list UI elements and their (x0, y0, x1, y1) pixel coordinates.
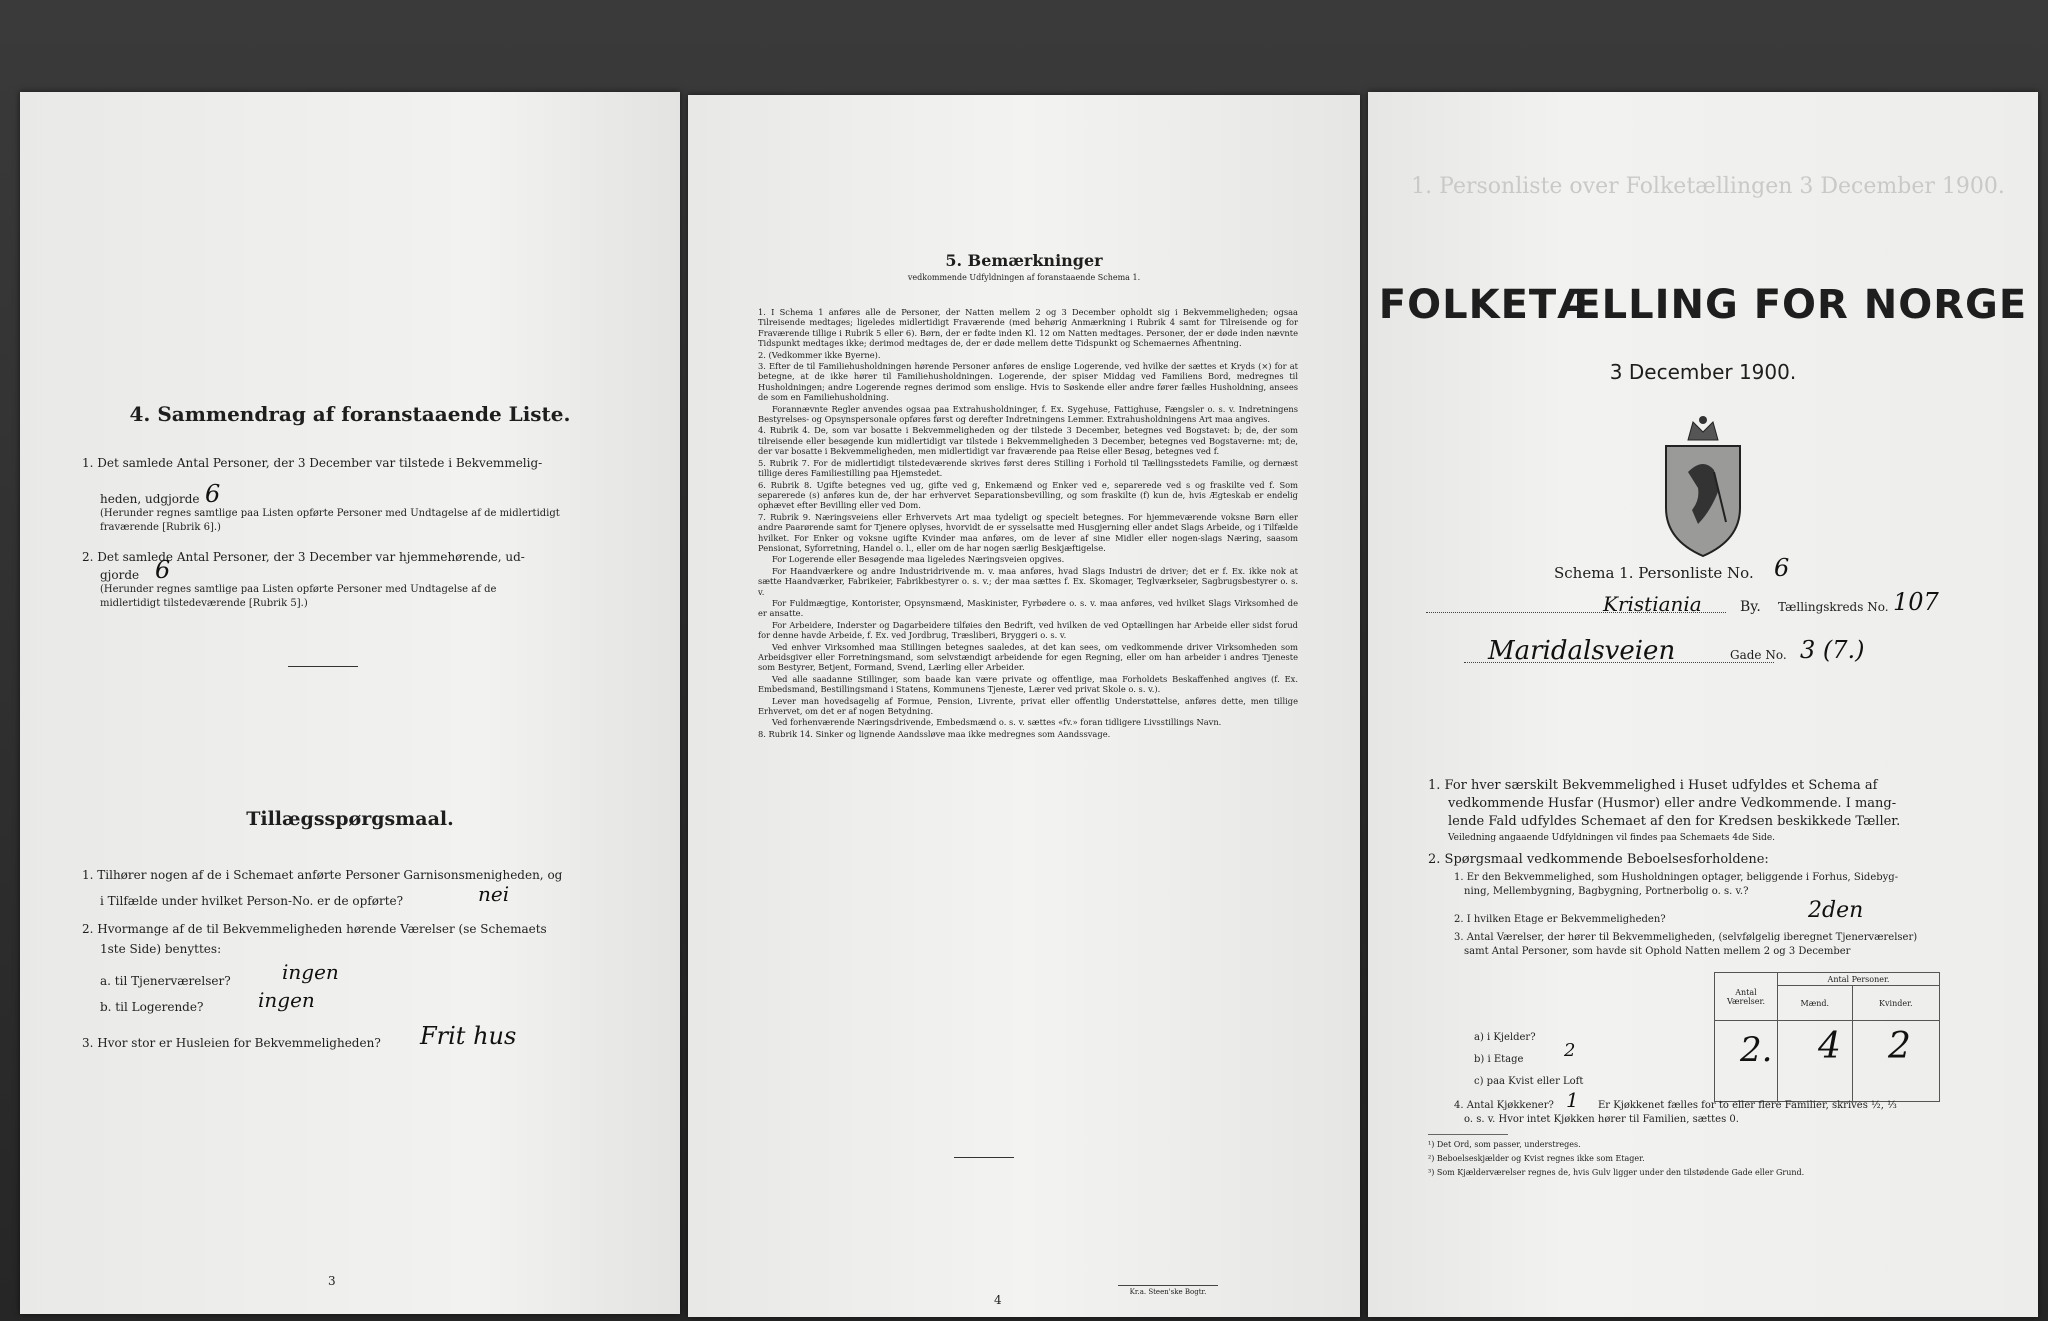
row-b-label: b) i Etage (1474, 1054, 1524, 1065)
census-title: FOLKETÆLLING FOR NORGE (1378, 282, 2028, 328)
t1-line-a: 1. Tilhører nogen af de i Schemaet anførte Personer Garnisonsmenigheden, og (82, 868, 563, 882)
remark-paragraph: Lever man hovedsagelig af Formue, Pension, Livrente, privat eller offentlig Understøttelse, anføres dette, men tillige Erhvervet, om det er af nogen Betydning. (758, 695, 1298, 717)
instruction-1a: 1. For hver særskilt Bekvemmelighed i Huset udfyldes et Schema af (1428, 778, 1878, 793)
t3-answer: Frit hus (420, 1022, 517, 1050)
value-men: 4 (1818, 1026, 1841, 1067)
printer-imprint: Kr.a. Steen'ske Bogtr. (1118, 1285, 1218, 1296)
remark-paragraph: Ved alle saadanne Stillinger, som baade kan være private og offentlige, maa Forholdets Beskaffenhed angives (f. Ex. Embedsmand, Bestillingsmand i Statens, Kommunens Tjeneste, Lærer ved privat Skole o. s. v.). (758, 673, 1298, 695)
remark-paragraph: For Arbeidere, Inderster og Dagarbeidere tilføies den Bedrift, ved hvilken de ved Optællingen har Arbeide eller sidst forud for denne havde Arbeide, f. Ex. ved Jordbrug, Træsliberi, Bryggeri o. s. v. (758, 619, 1298, 641)
row-c-label: c) paa Kvist eller Loft (1474, 1076, 1584, 1087)
remark-paragraph: 8. Rubrik 14. Sinker og lignende Aandssløve maa ikke medregnes som Aandssvage. (758, 728, 1111, 739)
housing-q2: 2. I hvilken Etage er Bekvemmeligheden? (1454, 914, 1666, 925)
q1-note-b: fraværende [Rubrik 6].) (100, 522, 221, 533)
t2-line-b: 1ste Side) benyttes: (100, 942, 222, 956)
schema-label: Schema 1. Personliste No. (1554, 564, 1754, 582)
housing-q3-a: 3. Antal Værelser, der hører til Bekvemmeligheden, (selvfølgelig iberegnet Tjenerværelser) (1454, 932, 1918, 943)
remark-paragraph: Ved enhver Virksomhed maa Stillingen betegnes saaledes, at det kan sees, om vedkommende driver Virksomheden som Arbeidsgiver eller Forretningsmand, som selvstændigt arbeidende for egen Regning, eller om han arbeider i andres Tjeneste som Bestyrer, Betjent, Formand, Svend, Lærling eller Arbeider. (758, 641, 1298, 673)
q1-answer: 6 (205, 480, 221, 508)
header-men: Mænd. (1778, 986, 1853, 1021)
footnote-2: ²) Beboelseskjælder og Kvist regnes ikke som Etager. (1428, 1154, 1645, 1163)
housing-q4-c: o. s. v. Hvor intet Kjøkken hører til Familien, sættes 0. (1464, 1114, 1739, 1125)
footnote-3: ³) Som Kjælderværelser regnes de, hvis Gulv ligger under den tilstødende Gade eller Grund. (1428, 1168, 1805, 1177)
value-women: 2 (1888, 1026, 1911, 1067)
gade-number: 3 (7.) (1800, 636, 1865, 664)
remark-paragraph: 7. Rubrik 9. Næringsveiens eller Erhvervets Art maa tydeligt og specielt betegnes. For hjemmeværende voksne Børn eller andre Paarørende samt for Tjenere oplyses, hvorvidt de er sysselsatte med Husgjerning eller andet Slags Arbeide, og i Tilfælde hvilket. For Enker og voksne ugifte Kvinder maa anføres, om de lever af sine Midler eller nogen-slags Næring, saasom Pensionat, Syforretning, Handel o. l., eller om de har nogen særlig Beskjæftigelse. (758, 511, 1298, 553)
right-page (1368, 92, 2038, 1317)
page-number-left: 3 (328, 1274, 336, 1288)
remark-paragraph: For Haandværkere og andre Industridrivende m. v. maa anføres, hvad Slags Industri de driver; det er f. Ex. ikke nok at sætte Haandværker, Fabrikeier, Fabrikbestyrer o. s. v.; der maa sættes f. Ex. Skomager, Teglværkseier, Sagbrugsbestyrer o. s. v. (758, 565, 1298, 597)
t2b-answer: ingen (258, 988, 315, 1012)
remark-paragraph: Forannævnte Regler anvendes ogsaa paa Extrahusholdninger, f. Ex. Sygehuse, Fattighuse, Fængsler o. s. v. Indretningens Bestyrelses- og Opsynspersonale opføres først og derefter Indretningens Lemmer. Extrahusholdningens Art maa angives. (758, 403, 1298, 425)
footnote-divider (1428, 1134, 1508, 1135)
q2-note-b: midlertidigt tilstedeværende [Rubrik 5].) (100, 598, 308, 609)
remark-paragraph: 3. Efter de til Familiehusholdningen hørende Personer anføres de enslige Logerende, ved hvilke der sættes et Kryds (×) for at betegne, at de ikke hører til Familiehusholdningen. Logerende, der spiser Middag ved Familiens Bord, medregnes til Husholdningen; andre Logerende regnes derimod som enslige. Hvis to Søskende eller andre fører fælles Husholdning, ansees de som en Familiehusholdning. (758, 361, 1298, 403)
housing-q2-answer: 2den (1808, 898, 1864, 923)
remark-paragraph: 1. I Schema 1 anføres alle de Personer, der Natten mellem 2 og 3 December opholdt sig i Bekvemmeligheden; ogsaa Tilreisende medtages; ligeledes midlertidigt Fraværende (med behørig Anmærkning i Rubrik 4 samt for Tilreisende og for Fraværende tillige i Rubrik 5 eller 6). Børn, der er fødte inden Kl. 12 om Natten medtages. Personer, der er døde inden nævnte Tidspunkt medtages ikke; derimod medtages de, der er døde mellem dette Tidspunkt og Schemaernes Afhentning. (758, 307, 1298, 349)
housing-q4-label: 4. Antal Kjøkkener? (1454, 1100, 1554, 1111)
header-persons: Antal Personer. (1778, 973, 1940, 986)
t2-line-a: 2. Hvormange af de til Bekvemmeligheden hørende Værelser (se Schemaets (82, 922, 547, 936)
instruction-1b: vedkommende Husfar (Husmor) eller andre Vedkommende. I mang- (1448, 796, 1897, 811)
row-b-answer: 2 (1564, 1040, 1576, 1061)
by-label: By. (1740, 599, 1761, 615)
value-rooms: 2. (1740, 1030, 1773, 1070)
page-number-middle: 4 (994, 1293, 1002, 1307)
remarks-heading: 5. Bemærkninger (945, 251, 1103, 270)
q2-answer: 6 (155, 556, 171, 584)
q1-note-a: (Herunder regnes samtlige paa Listen opførte Personer med Undtagelse af de midlertidigt (100, 508, 560, 519)
header-women: Kvinder. (1852, 986, 1939, 1021)
header-rooms: Antal Værelser. (1715, 973, 1778, 1021)
census-date: 3 December 1900. (1609, 360, 1797, 384)
remark-paragraph: 5. Rubrik 7. For de midlertidigt tilstedeværende skrives først deres Stilling i Forhold til Tællingsstedets Familie, og dernæst tillige deres Familiestilling paa Hjemstedet. (758, 457, 1298, 479)
t1-answer: nei (478, 882, 510, 906)
q2-line-b: gjorde (100, 568, 140, 582)
supplementary-heading: Tillægsspørgsmaal. (246, 808, 454, 830)
q2-line-a: 2. Det samlede Antal Personer, der 3 December var hjemmehørende, ud- (82, 550, 525, 564)
housing-q3-b: samt Antal Personer, som havde sit Ophold Natten mellem 2 og 3 December (1464, 946, 1851, 957)
gade-label: Gade No. (1730, 648, 1787, 662)
middle-page (688, 95, 1360, 1317)
q2-note-a: (Herunder regnes samtlige paa Listen opførte Personer med Undtagelse af de (100, 584, 497, 595)
q1-line-b: heden, udgjorde (100, 492, 200, 506)
remark-paragraph: 6. Rubrik 8. Ugifte betegnes ved ug, gifte ved g, Enkemænd og Enker ved e, separerede ved s og fraskilte ved f. Som separerede (s) anføres kun de, der har erhvervet Separationsbevilling, og som fraskilte (f) kun de, hvis Ægteskab er endelig ophævet efter Bevilling eller ved Dom. (758, 479, 1298, 511)
schema-number: 6 (1774, 554, 1790, 582)
instruction-2: 2. Spørgsmaal vedkommende Beboelsesforholdene: (1428, 852, 1769, 867)
remark-paragraph: 4. Rubrik 4. De, som var bosatte i Bekvemmeligheden og der tilstede 3 December, betegnes ved Bogstavet: b; de, der som tilreisende eller besøgende kun midlertidigt var tilstede i Bekvemmeligheden 3 December, betegnes ved Bogstaverne: mt; de, der var bosatte i Bekvemmeligheden, men midlertidigt var fraværende paa Reise eller Besøg, betegnes ved f. (758, 425, 1298, 457)
footnote-1: ¹) Det Ord, som passer, understreges. (1428, 1140, 1581, 1149)
t2a-label: a. til Tjenerværelser? (100, 974, 231, 988)
left-page (20, 92, 680, 1314)
instruction-1c: lende Fald udfyldes Schemaet af den for Kredsen beskikkede Tæller. (1448, 814, 1901, 829)
norwegian-coat-of-arms-icon (1648, 412, 1758, 562)
street-name: Maridalsveien (1488, 636, 1676, 666)
t2a-answer: ingen (282, 960, 339, 984)
remark-paragraph: For Fuldmægtige, Kontorister, Opsynsmænd, Maskinister, Fyrbødere o. s. v. maa anføres, ved hvilket Slags Virksomhed de er ansatte. (758, 597, 1298, 619)
remark-paragraph: For Logerende eller Besøgende maa ligeledes Næringsveien opgives. (772, 554, 1065, 565)
city-name: Kristiania (1603, 592, 1702, 616)
q1-line-a: 1. Det samlede Antal Personer, der 3 December var tilstede i Bekvemmelig- (82, 456, 543, 470)
t3-label: 3. Hvor stor er Husleien for Bekvemmeligheden? (82, 1036, 381, 1050)
remark-paragraph: Ved forhenværende Næringsdrivende, Embedsmænd o. s. v. sættes «fv.» foran tidligere Livsstillings Navn. (772, 717, 1222, 728)
housing-q4-answer: 1 (1566, 1088, 1579, 1112)
krets-number: 107 (1893, 588, 1939, 616)
remarks-subheading: vedkommende Udfyldningen af foranstaaende Schema 1. (907, 273, 1141, 282)
t1-line-b: i Tilfælde under hvilket Person-No. er de opførte? (100, 894, 404, 908)
divider (288, 666, 358, 667)
remark-paragraph: 2. (Vedkommer ikke Byerne). (758, 349, 881, 360)
summary-heading: 4. Sammendrag af foranstaaende Liste. (129, 402, 571, 426)
instruction-1-note: Veiledning angaaende Udfyldningen vil findes paa Schemaets 4de Side. (1448, 833, 1776, 843)
remarks-body (758, 307, 1298, 740)
housing-q4-b: Er Kjøkkenet fælles for to eller flere Familier, skrives ½, ⅓ (1598, 1100, 1897, 1111)
housing-q1-a: 1. Er den Bekvemmelighed, som Husholdningen optager, beliggende i Forhus, Sidebyg- (1454, 872, 1899, 883)
t2b-label: b. til Logerende? (100, 1000, 204, 1014)
row-a-label: a) i Kjelder? (1474, 1032, 1536, 1043)
divider (954, 1157, 1014, 1158)
bleed-through-header: 1. Personliste over Folketællingen 3 December 1900. (1411, 174, 2005, 199)
housing-q1-b: ning, Mellembygning, Bagbygning, Portnerbolig o. s. v.? (1464, 886, 1749, 897)
krets-label: Tællingskreds No. (1778, 600, 1889, 614)
